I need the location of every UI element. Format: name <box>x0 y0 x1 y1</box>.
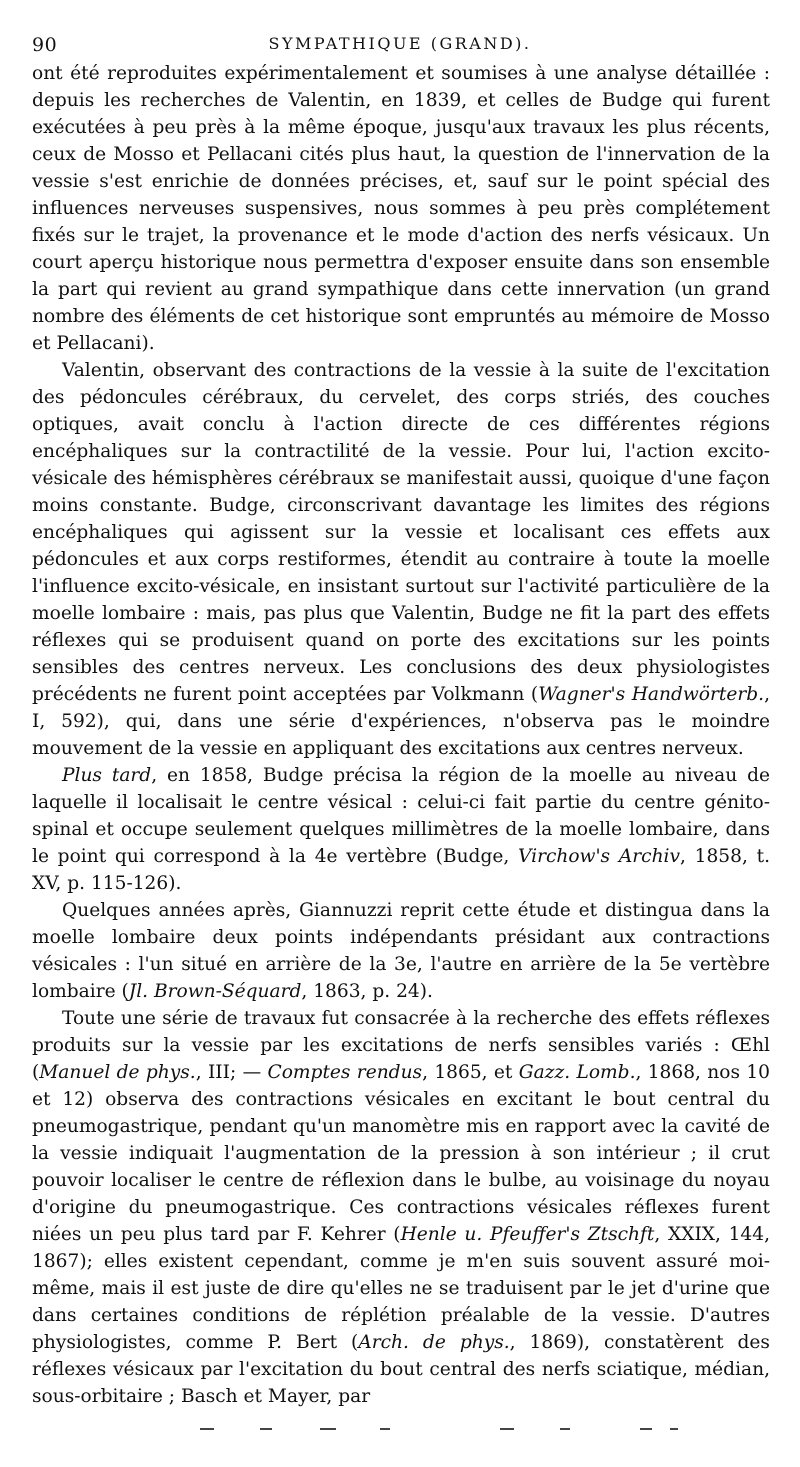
paragraph-text: , 1863, p. 24). <box>301 981 433 1002</box>
scan-mark <box>560 1428 570 1430</box>
paragraph-text: ont été reproduites expérimentalement et soumises à une analyse détaillée : depuis les recherches de Valentin, en 1839, et celles de Budge qui furent exécutées à peu près à la même époque, jusqu'aux travaux les plus récents, ceux de Mosso et Pellacani cités plus haut, la question de l'innervation de la vessie s'est enrichie de données précises, et, sauf sur le point spécial des influences nerveuses suspensives, nous sommes à peu près complétement fixés sur le trajet, la provenance et le mode d'action des nerfs vésicaux. Un court aperçu historique nous permettra d'exposer ensuite dans son ensemble la part qui revient au grand sympathique dans cette innervation (un grand nombre des éléments de cet historique sont empruntés au mémoire de Mosso et Pellacani). <box>32 63 770 354</box>
paragraph-text: , I, 592), qui, dans une série d'expériences, n'observa pas le moindre mouvement de la vessie en appliquant des excitations aux centres nerveux. <box>32 684 770 759</box>
paragraph-text: , 1865, et <box>422 1062 519 1083</box>
paragraph-text: Valentin, observant des contractions de la vessie à la suite de l'excitation des pédoncules cérébraux, du cervelet, des corps striés, des couches optiques, avait conclu à l'action directe de ces différentes régions encéphaliques sur la contractilité de la vessie. Pour lui, l'action excito-vésicale des hémisphères cérébraux se manifestait aussi, quoique d'une façon moins constante. Budge, circonscrivant davantage les limites des régions encéphaliques qui agissent sur la vessie et localisant ces effets aux pédoncules et aux corps restiformes, étendit au contraire à toute la moelle l'influence excito-vésicale, en insistant surtout sur l'activité particulière de la moelle lombaire : mais, pas plus que Valentin, Budge ne fit la part des effets réflexes qui se produisent quand on porte des excitations sur les points sensibles des centres nerveux. Les conclusions des deux physiologistes précédents ne furent point acceptées par Volkmann ( <box>32 360 770 705</box>
paragraph-text: , 1868, nos 10 et 12) observa des contractions vésicales en excitant le bout central du pneumogastrique, pendant qu'un manomètre mis en rapport avec la cavité de la vessie indiquait l'augmentation de la pression à son intérieur ; il crut pouvoir localiser le centre de réflexion dans le bulbe, au voisinage du noyau d'origine du pneumogastrique. Ces contractions vésicales réflexes furent niées un peu plus tard par F. Kehrer ( <box>32 1062 770 1245</box>
emphasis-text: Plus tard <box>62 765 152 786</box>
paragraph-text: , en 1858, Budge précisa la région de la moelle au niveau de laquelle il localisait le centre vésical : celui-ci fait partie du centre génito-spinal et occupe seulement quelques millimètres de la moelle lombaire, dans le point qui correspond à la 4e vertèbre (Budge, <box>32 765 771 867</box>
scan-mark <box>200 1428 214 1430</box>
paragraph-text: Toute une série de travaux fut consacrée à la recherche des effets réflexes produits sur la vessie par les excitations de nerfs sensibles variés : Œhl ( <box>32 1008 770 1083</box>
paragraph-1 <box>32 60 770 357</box>
citation-title: Henle u. Pfeuffer's Ztschft <box>400 1224 655 1245</box>
scan-mark <box>500 1428 514 1430</box>
paragraph-4 <box>32 897 770 1005</box>
scan-mark <box>260 1428 272 1430</box>
citation-title: Virchow's Archiv <box>518 846 680 867</box>
page-scan-marks <box>200 1428 720 1432</box>
running-title: SYMPATHIQUE (GRAND). <box>268 34 532 53</box>
running-header <box>32 34 768 58</box>
citation-title: Jl. Brown-Séquard <box>128 981 302 1002</box>
citation-title: Manuel de phys. <box>39 1062 196 1083</box>
scan-mark <box>380 1428 390 1430</box>
paragraph-text: , XXIX, 144, 1867); elles existent cependant, comme je m'en suis souvent assuré moi-même, mais il est juste de dire qu'elles ne se traduisent par le jet d'urine que dans certaines conditions de réplétion préalable de la vessie. D'autres physiologistes, comme P. Bert ( <box>32 1224 771 1353</box>
citation-title: Gazz. Lomb. <box>518 1062 636 1083</box>
paragraph-2 <box>32 357 770 762</box>
citation-title: Comptes rendus <box>267 1062 423 1083</box>
paragraph-text: , 1869), constatèrent des réflexes vésicaux par l'excitation du bout central des nerfs sciatique, médian, sous-orbitaire ; Basch et Mayer, par <box>32 1332 770 1407</box>
scan-mark <box>640 1428 652 1430</box>
paragraph-text: , 1858, t. XV, p. 115-126). <box>32 846 770 894</box>
page-number: 90 <box>32 34 58 56</box>
citation-title: Arch. de phys. <box>358 1332 510 1353</box>
scan-mark <box>670 1428 678 1430</box>
paragraph-3 <box>32 762 770 897</box>
paragraph-5 <box>32 1005 770 1410</box>
citation-title: Wagner's Handwörterb. <box>538 684 765 705</box>
paragraph-text: , III; — <box>195 1062 268 1083</box>
body-text <box>32 60 770 1410</box>
paragraph-text: Quelques années après, Giannuzzi reprit cette étude et distingua dans la moelle lombaire deux points indépendants présidant aux contractions vésicales : l'un situé en arrière de la 3e, l'autre en arrière de la 5e vertèbre lombaire ( <box>32 900 770 1002</box>
scan-mark <box>320 1428 336 1430</box>
